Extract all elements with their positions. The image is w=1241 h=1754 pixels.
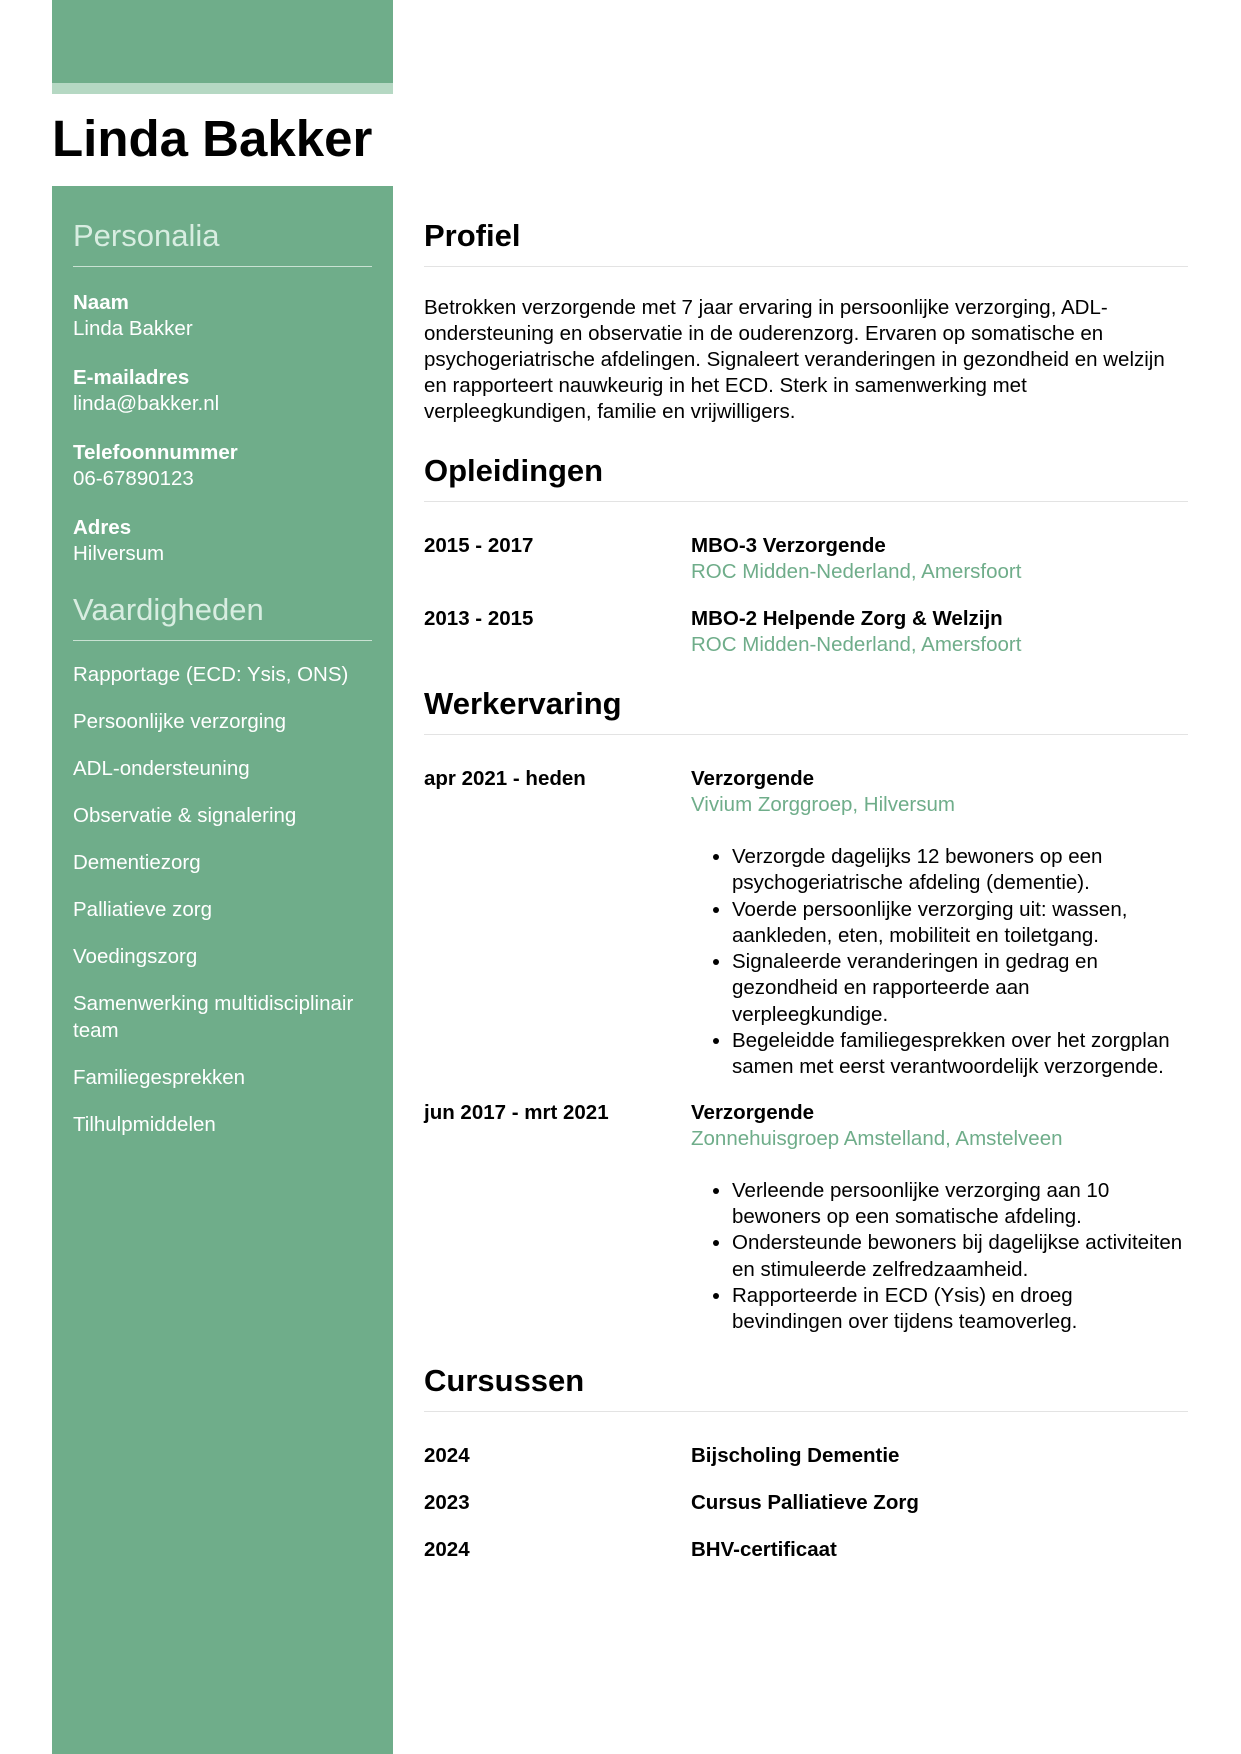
bullet-item: • Ondersteunde bewoners bij dagelijkse activiteiten en stimuleerde zelfredzaamheid.	[732, 1230, 1188, 1283]
skill-item: Persoonlijke verzorging	[73, 710, 287, 733]
bullet-item: • Verleende persoonlijke verzorging aan 10 bewoners op een somatische afdeling.	[732, 1178, 1188, 1231]
skill-item: Dementiezorg	[73, 851, 201, 874]
bullet-item: • Rapporteerde in ECD (Ysis) en droeg bevindingen over tijdens teamoverleg.	[732, 1283, 1188, 1336]
sidebar-accent-stripe	[52, 83, 393, 94]
course-year: 2023	[424, 1491, 470, 1515]
course-entry	[424, 1537, 1188, 1563]
bullet-item: • Voerde persoonlijke verzorging uit: wassen, aankleden, eten, mobiliteit en toiletgang.	[732, 897, 1188, 950]
course-year: 2024	[424, 1444, 470, 1468]
experience-entry	[424, 1100, 1188, 1336]
field-value: 06-67890123	[73, 467, 194, 490]
profile-heading: Profiel	[424, 216, 1188, 267]
skill-item: ADL-ondersteuning	[73, 757, 250, 780]
entry-period: 2013 - 2015	[424, 607, 534, 630]
entry-organization: Zonnehuisgroep Amstelland, Amstelveen	[691, 1126, 1063, 1150]
entry-period: 2015 - 2017	[424, 534, 534, 557]
entry-organization: ROC Midden-Nederland, Amersfoort	[691, 560, 1022, 583]
course-entry	[424, 1490, 1188, 1516]
field-label: E-mailadres	[73, 366, 190, 389]
field-label: Adres	[73, 516, 132, 539]
entry-title: Verzorgende	[691, 1100, 815, 1124]
field-naam	[73, 290, 372, 342]
entry-period: apr 2021 - heden	[424, 767, 586, 790]
skills-list	[73, 661, 372, 1138]
skill-item: Palliatieve zorg	[73, 898, 213, 921]
course-year: 2024	[424, 1538, 470, 1562]
bullet-item: • Signaleerde veranderingen in gedrag en gezondheid en rapporteerde aan verpleegkundige.	[732, 949, 1188, 1028]
experience-heading: Werkervaring	[424, 684, 1188, 735]
field-label: Telefoonnummer	[73, 441, 238, 464]
field-address	[73, 515, 372, 567]
courses-heading: Cursussen	[424, 1361, 1188, 1412]
courses-list	[424, 1443, 1188, 1563]
entry-title: MBO-2 Helpende Zorg & Welzijn	[691, 607, 1003, 630]
personalia-heading: Personalia	[73, 216, 372, 267]
skill-item: Voedingszorg	[73, 945, 198, 968]
education-entry	[424, 533, 1188, 585]
entry-organization: ROC Midden-Nederland, Amersfoort	[691, 633, 1022, 656]
field-value: linda@bakker.nl	[73, 392, 220, 415]
field-value: Linda Bakker	[73, 317, 193, 340]
course-title: Cursus Palliatieve Zorg	[691, 1491, 919, 1515]
bullet-list	[691, 1178, 1188, 1336]
entry-title: Verzorgende	[691, 767, 815, 790]
page-title: Linda Bakker	[52, 110, 373, 167]
entry-period: jun 2017 - mrt 2021	[424, 1100, 609, 1124]
field-label: Naam	[73, 291, 129, 314]
main-content	[424, 186, 1188, 1563]
sidebar-top-block	[52, 0, 393, 83]
skill-item: Samenwerking multidisciplinair team	[73, 992, 354, 1042]
field-email	[73, 365, 372, 417]
course-title: BHV-certificaat	[691, 1538, 837, 1562]
entry-organization: Vivium Zorggroep, Hilversum	[691, 793, 955, 816]
skill-item: Rapportage (ECD: Ysis, ONS)	[73, 663, 349, 686]
profile-text: Betrokken verzorgende met 7 jaar ervaring in persoonlijke verzorging, ADL-ondersteuning en observatie in de ouderenzorg. Ervaren op somatische en psychogeriatrische afdelingen. Signaleert veranderingen in gezondheid en welzijn en rapporteert nauwkeurig in het ECD. Sterk in samenwerking met verpleegkundigen, familie en vrijwilligers.	[424, 296, 1165, 423]
skill-item: Familiegesprekken	[73, 1066, 246, 1089]
course-title: Bijscholing Dementie	[691, 1444, 900, 1468]
bullet-item: • Begeleidde familiegesprekken over het zorgplan samen met eerst verantwoordelijk verzorgende.	[732, 1028, 1188, 1081]
education-entry	[424, 606, 1188, 658]
field-value: Hilversum	[73, 542, 165, 565]
experience-entry	[424, 766, 1188, 1081]
bullet-item: • Verzorgde dagelijks 12 bewoners op een psychogeriatrische afdeling (dementie).	[732, 844, 1188, 897]
education-heading: Opleidingen	[424, 451, 1188, 502]
bullet-list	[691, 844, 1188, 1081]
skill-item: Observatie & signalering	[73, 804, 297, 827]
sidebar-content	[73, 186, 372, 1158]
skills-heading: Vaardigheden	[73, 590, 372, 641]
field-phone	[73, 440, 372, 492]
course-entry	[424, 1443, 1188, 1469]
skill-item: Tilhulpmiddelen	[73, 1113, 216, 1136]
entry-title: MBO-3 Verzorgende	[691, 534, 886, 557]
